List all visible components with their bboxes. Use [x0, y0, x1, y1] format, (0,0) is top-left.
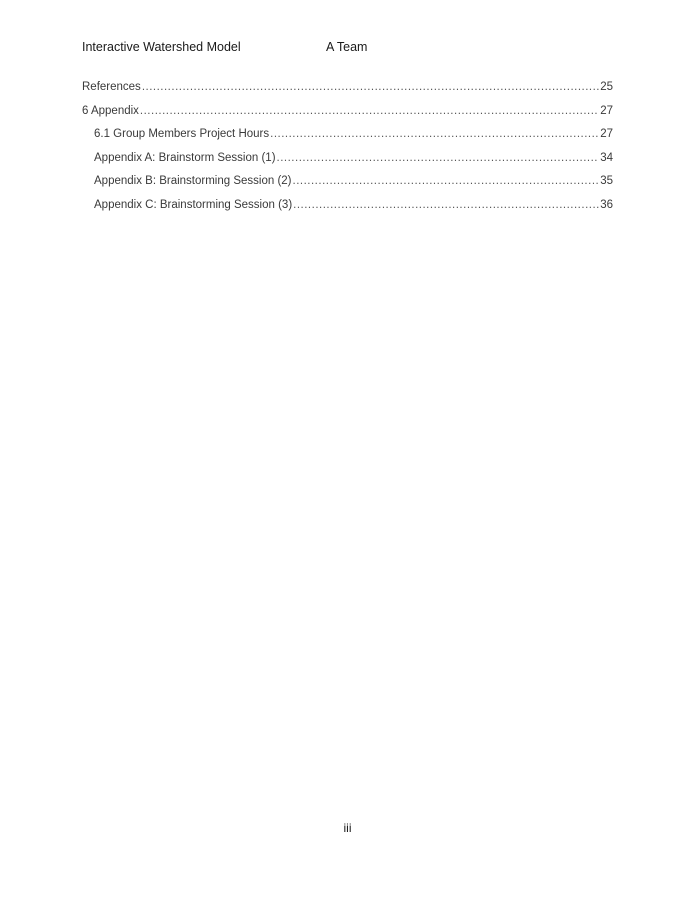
toc-page-number: 27: [600, 128, 613, 141]
dot-leader: [142, 81, 599, 93]
table-of-contents: [82, 81, 613, 223]
toc-entry-label: 6.1 Group Members Project Hours: [94, 128, 270, 141]
dot-leader: [293, 199, 599, 211]
dot-leader: [293, 175, 600, 187]
toc-page-number: 25: [600, 81, 613, 93]
toc-entry-label: Appendix A: Brainstorm Session (1): [94, 151, 276, 164]
page-header: [82, 40, 622, 58]
dot-leader: [277, 152, 600, 164]
toc-entry-appendix-b[interactable]: [82, 175, 613, 199]
toc-page-number: 36: [600, 198, 613, 211]
toc-entry-label: 6 Appendix: [82, 104, 139, 117]
page-number-footer: iii: [343, 821, 352, 835]
dot-leader: [270, 128, 599, 140]
toc-entry-appendix[interactable]: [82, 105, 613, 129]
toc-entry-label: Appendix C: Brainstorming Session (3): [94, 198, 293, 211]
toc-page-number: 34: [600, 151, 613, 164]
toc-entry-references[interactable]: [82, 81, 613, 105]
dot-leader: [140, 105, 599, 117]
toc-page-number: 27: [600, 104, 613, 117]
toc-entry-group-members-hours[interactable]: [82, 128, 613, 152]
toc-page-number: 35: [600, 175, 613, 188]
project-title: Interactive Watershed Model: [82, 40, 241, 54]
toc-entry-label: Appendix B: Brainstorming Session (2): [94, 175, 292, 188]
toc-entry-appendix-c[interactable]: [82, 199, 613, 223]
toc-entry-appendix-a[interactable]: [82, 152, 613, 176]
toc-entry-label: References: [82, 81, 141, 93]
team-name: A Team: [326, 40, 368, 54]
